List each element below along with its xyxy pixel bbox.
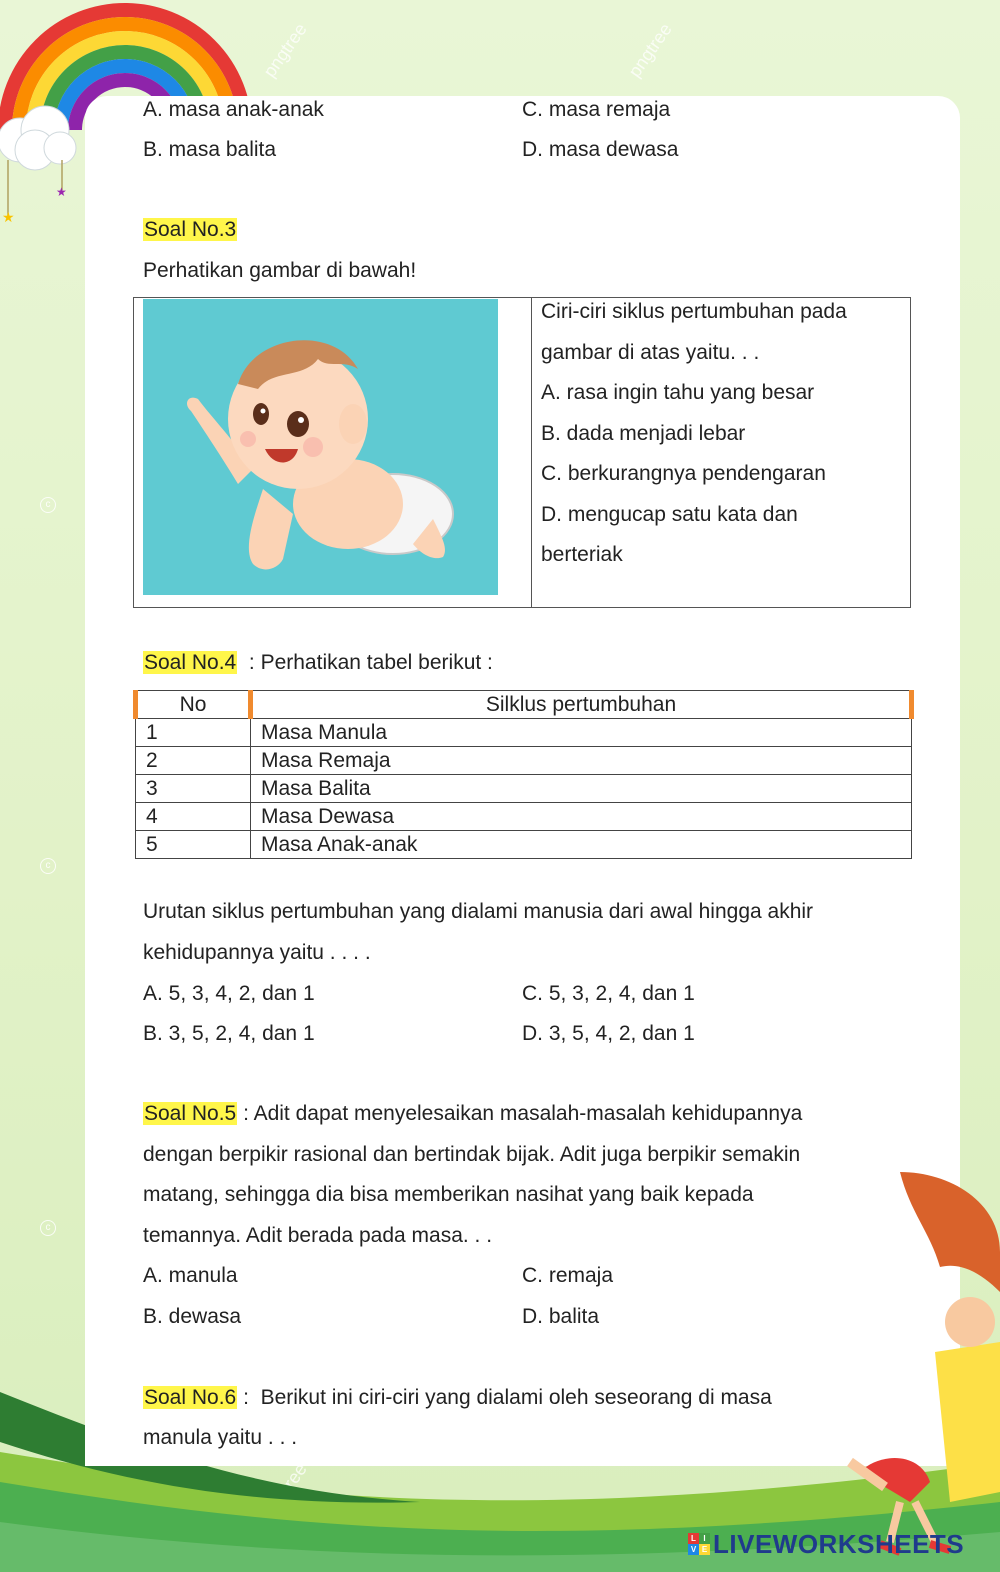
- q6-line1: [143, 1386, 772, 1410]
- q5-option-c: C. remaja: [522, 1264, 614, 1287]
- table-row: [136, 775, 912, 803]
- table-row: [136, 719, 912, 747]
- table-header-stage: Silklus pertumbuhan: [251, 691, 912, 719]
- logo-letter: I: [699, 1533, 710, 1544]
- q3-option-a: A. rasa ingin tahu yang besar: [541, 381, 815, 404]
- q3-label: [143, 218, 237, 242]
- q4-heading: [143, 651, 493, 675]
- liveworksheets-brand[interactable]: [688, 1528, 964, 1560]
- table-cell-stage: Masa Balita: [251, 775, 912, 803]
- table-cell-no: 4: [136, 803, 251, 831]
- q2-option-b: B. masa balita: [143, 138, 277, 161]
- table-cell-no: 1: [136, 719, 251, 747]
- q6-line1-text: : Berikut ini ciri-ciri yang dialami oleh seseorang di masa: [237, 1386, 772, 1409]
- table-cell-no: 2: [136, 747, 251, 775]
- q5-label: Soal No.5: [144, 1102, 237, 1125]
- q6-line2: manula yaitu . . .: [143, 1426, 298, 1449]
- watermark: pngtree: [624, 19, 676, 81]
- brand-name: LIVEWORKSHEETS: [713, 1528, 965, 1559]
- q2-option-a: A. masa anak-anak: [143, 98, 324, 121]
- q3-question-line1: Ciri-ciri siklus pertumbuhan pada: [541, 300, 847, 323]
- logo-letter: E: [699, 1544, 710, 1555]
- q4-option-b: B. 3, 5, 2, 4, dan 1: [143, 1022, 315, 1045]
- copyright-mark: c: [40, 497, 56, 513]
- q3-option-b: B. dada menjadi lebar: [541, 422, 746, 445]
- q5-option-b: B. dewasa: [143, 1305, 242, 1328]
- table-cell-no: 5: [136, 831, 251, 859]
- q5-option-a: A. manula: [143, 1264, 238, 1287]
- q3-intro: Perhatikan gambar di bawah!: [143, 259, 417, 282]
- q2-option-d: D. masa dewasa: [522, 138, 679, 161]
- table-row: [136, 803, 912, 831]
- table-cell-stage: Masa Manula: [251, 719, 912, 747]
- q4-label: Soal No.4: [144, 651, 237, 674]
- svg-text:★: ★: [56, 185, 67, 199]
- table-row: [136, 747, 912, 775]
- table-cell-no: 3: [136, 775, 251, 803]
- logo-letter: V: [688, 1544, 699, 1555]
- crawling-baby-icon: [143, 299, 498, 595]
- q4-option-d: D. 3, 5, 4, 2, dan 1: [522, 1022, 695, 1045]
- baby-picture: [143, 299, 498, 595]
- table-cell-stage: Masa Anak-anak: [251, 831, 912, 859]
- svg-text:★: ★: [2, 210, 15, 226]
- liveworksheets-logo-icon: [688, 1533, 710, 1555]
- q5-line3: matang, sehingga dia bisa memberikan nasihat yang baik kepada: [143, 1183, 754, 1206]
- q6-label: Soal No.6: [144, 1386, 237, 1409]
- q3-option-d-line2: berteriak: [541, 543, 623, 566]
- q4-question-line2: kehidupannya yaitu . . . .: [143, 941, 371, 964]
- q5-line4: temannya. Adit berada pada masa. . .: [143, 1224, 493, 1247]
- q3-option-c: C. berkurangnya pendengaran: [541, 462, 826, 485]
- growth-cycle-table: [133, 690, 914, 859]
- logo-letter: L: [688, 1533, 699, 1544]
- q4-option-c: C. 5, 3, 2, 4, dan 1: [522, 982, 695, 1005]
- q4-intro: : Perhatikan tabel berikut :: [237, 651, 493, 674]
- q3-label-text: Soal No.3: [144, 218, 237, 241]
- q5-option-d: D. balita: [522, 1305, 600, 1328]
- table-cell-stage: Masa Remaja: [251, 747, 912, 775]
- table-row: [136, 831, 912, 859]
- q3-option-d-line1: D. mengucap satu kata dan: [541, 503, 798, 526]
- q4-option-a: A. 5, 3, 4, 2, dan 1: [143, 982, 315, 1005]
- q5-line1-text: : Adit dapat menyelesaikan masalah-masalah kehidupannya: [237, 1102, 803, 1125]
- q3-box: [133, 297, 911, 608]
- q3-question-line2: gambar di atas yaitu. . .: [541, 341, 760, 364]
- table-header-row: [136, 691, 912, 719]
- table-header-no: No: [136, 691, 251, 719]
- q5-line1: [143, 1102, 802, 1126]
- table-cell-stage: Masa Dewasa: [251, 803, 912, 831]
- copyright-mark: c: [40, 858, 56, 874]
- q2-option-c: C. masa remaja: [522, 98, 671, 121]
- q3-divider: [531, 298, 532, 607]
- q4-question-line1: Urutan siklus pertumbuhan yang dialami manusia dari awal hingga akhir: [143, 900, 814, 923]
- watermark: pngtree: [259, 19, 311, 81]
- copyright-mark: c: [40, 1220, 56, 1236]
- q5-line2: dengan berpikir rasional dan bertindak bijak. Adit juga berpikir semakin: [143, 1143, 801, 1166]
